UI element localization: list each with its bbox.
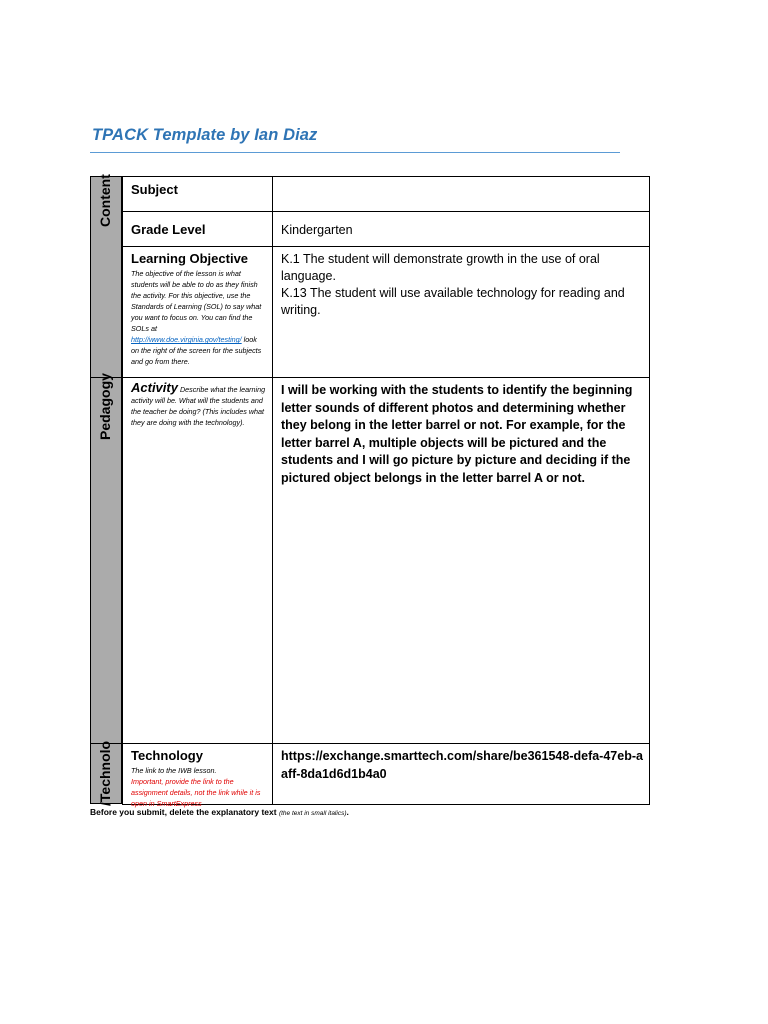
table-row-grade	[123, 212, 650, 247]
technology-label: Technology	[131, 748, 203, 763]
table-row-objective	[123, 247, 650, 378]
subject-label-cell	[123, 177, 273, 212]
activity-help	[131, 382, 266, 428]
objective-value-k1: K.1 The student will demonstrate growth in the use of oral language.	[281, 252, 600, 283]
sol-link[interactable]: http://www.doe.virginia.gov/testing/	[131, 335, 242, 344]
grade-label-cell	[123, 212, 273, 247]
table-row-technology	[123, 744, 650, 805]
table-row-activity	[123, 378, 650, 744]
subject-value-cell[interactable]	[273, 177, 650, 212]
section-content-label: Content	[97, 174, 113, 227]
title-underline	[90, 152, 620, 153]
submit-note-end: .	[346, 807, 349, 817]
section-content	[90, 176, 122, 378]
section-pedagogy-label: Pedagogy	[97, 373, 113, 440]
activity-value-cell[interactable]	[273, 378, 650, 744]
submit-note-small: (the text in small italics)	[278, 810, 347, 817]
tpack-table	[122, 176, 650, 808]
technology-value-cell[interactable]	[273, 744, 650, 805]
technology-help	[131, 765, 266, 809]
objective-help	[131, 268, 266, 367]
objective-help-text: The objective of the lesson is what students will be able to do as they finish the activity. For this objective, use the Standards of Learning (SOL) to say what you want to focus on. You can find the SOLs at	[131, 269, 262, 333]
grade-label: Grade Level	[131, 222, 206, 237]
document-title: TPACK Template by Ian Diaz	[92, 126, 318, 144]
activity-help-text: Describe what the learning activity will be. What will the students and the teacher be doing? (This includes what they are doing with the technology).	[131, 385, 266, 427]
technology-link-value[interactable]: https://exchange.smarttech.com/share/be361548-defa-47eb-aaff-8da1d6d1b4a0	[281, 749, 643, 781]
activity-label-cell	[123, 378, 273, 744]
activity-value: I will be working with the students to identify the beginning letter sounds of different photos and determining whether they belong in the letter barrel or not. For example, for the letter barrel A, multiple objects will be pictured and the students and I will go picture by picture and deciding if the pictured object belongs in the letter barrel A or not.	[281, 383, 633, 485]
objective-label: Learning Objective	[131, 251, 249, 266]
section-pedagogy	[90, 373, 122, 744]
activity-label: Activity	[131, 380, 178, 395]
objective-value-cell[interactable]	[273, 247, 650, 378]
submit-note-main: Before you submit, delete the explanatory text	[90, 807, 279, 817]
submit-note	[90, 807, 349, 817]
objective-label-cell	[123, 247, 273, 378]
table-row-subject	[123, 177, 650, 212]
grade-value-cell[interactable]	[273, 212, 650, 247]
objective-value-k13: K.13 The student will use available technology for reading and writing.	[281, 286, 625, 317]
objective-help-text-2: look on the right of the screen for the subjects and go from there.	[131, 335, 262, 366]
subject-label: Subject	[131, 182, 178, 197]
section-technology	[90, 740, 122, 806]
section-technology-label: /Technolo	[97, 740, 113, 806]
grade-value: Kindergarten	[281, 223, 353, 237]
technology-label-cell	[123, 744, 273, 808]
technology-help-warning: Important, provide the link to the assignment details, not the link while it is open in SmartExpress	[131, 777, 261, 808]
technology-help-text: The link to the IWB lesson.	[131, 766, 217, 775]
